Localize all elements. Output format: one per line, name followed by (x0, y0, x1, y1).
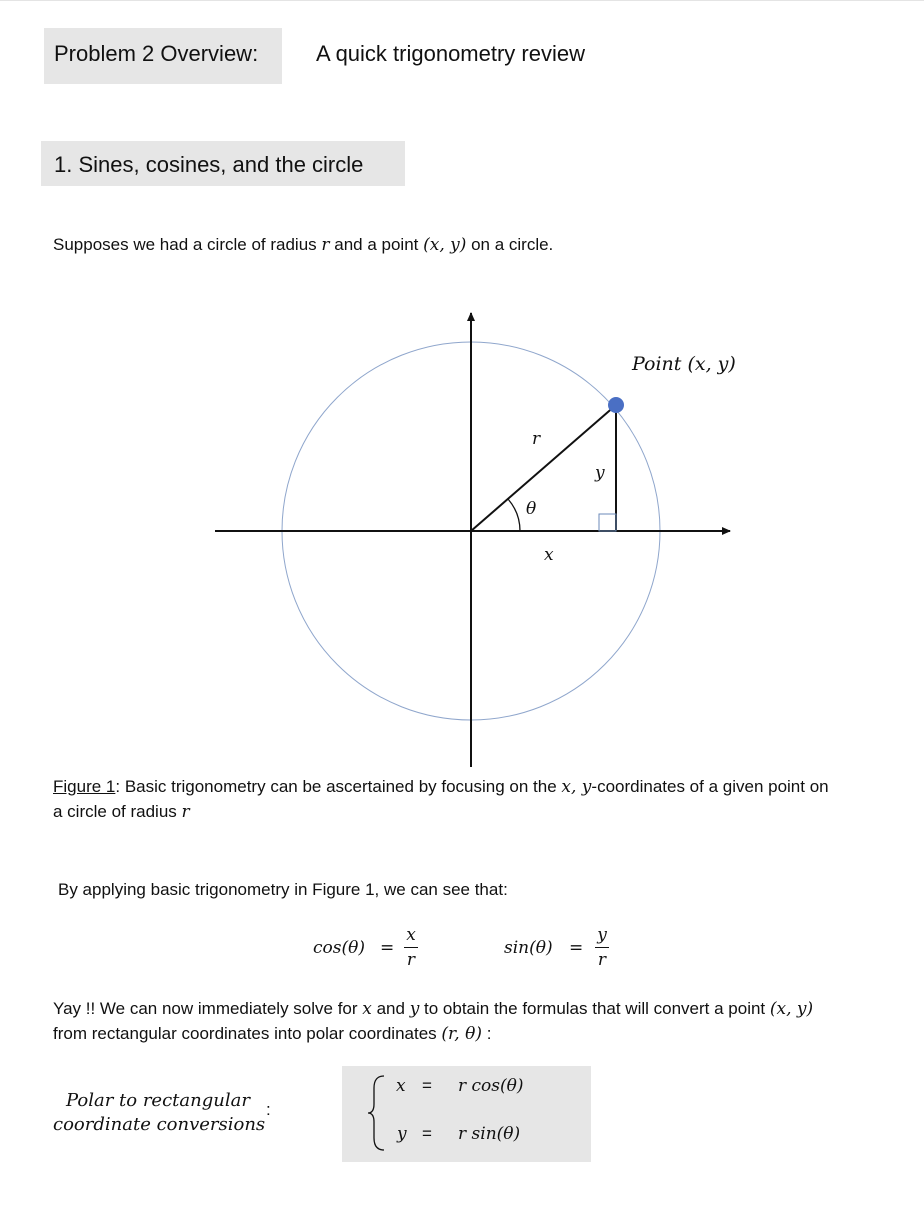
caption-line2-text: a circle of radius (53, 802, 182, 821)
yay-text-2: and (371, 999, 410, 1018)
point-label: Point (x, y) (632, 353, 736, 375)
yay-text-3: to obtain the formulas that will convert a point (419, 999, 770, 1018)
figure-caption-line2 (53, 802, 190, 822)
yay-line2 (53, 1024, 491, 1044)
eq2-rhs: r sin(θ) (458, 1124, 521, 1144)
right-angle-marker (599, 514, 616, 531)
problem-label: Problem 2 Overview: (54, 41, 259, 66)
yay-x: x (362, 999, 372, 1019)
figure-caption-line1 (53, 777, 829, 797)
intro-point: (x, y) (423, 235, 467, 255)
theta-label: θ (526, 499, 537, 519)
applying-sentence: By applying basic trigonometry in Figure 1, we can see that: (58, 880, 508, 899)
caption-text-2: -coordinates of a given point on (591, 777, 829, 796)
yay-text-1: Yay !! We can now immediately solve for (53, 999, 363, 1018)
intro-text-1: Supposes we had a circle of radius (53, 235, 322, 254)
intro-r: r (321, 235, 330, 255)
yay-line1 (53, 999, 813, 1019)
yay-point: (x, y) (769, 999, 814, 1019)
yay-polar: (r, θ) (441, 1024, 482, 1044)
eq1-lhs: x (396, 1076, 406, 1096)
intro-text-3: on a circle. (466, 235, 554, 254)
r-label: r (532, 429, 541, 449)
cos-equals: = (380, 938, 395, 958)
eq2-lhs: y (397, 1124, 407, 1144)
conversion-label-line1: Polar to rectangular (66, 1090, 250, 1111)
cos-denominator: r (406, 950, 416, 970)
theta-arc (508, 499, 520, 531)
cos-numerator: x (406, 925, 416, 945)
left-brace (368, 1074, 386, 1152)
yay-line2-colon: : (481, 1024, 492, 1043)
eq1-rhs: r cos(θ) (458, 1076, 524, 1096)
eq2-equals: = (422, 1124, 432, 1143)
sin-lhs: sin(θ) (504, 938, 553, 958)
figure-ref: Figure 1 (53, 777, 116, 796)
cos-fraction-bar (404, 947, 418, 948)
yay-line2-text: from rectangular coordinates into polar coordinates (53, 1024, 442, 1043)
conversion-label-line2: coordinate conversions (53, 1114, 266, 1135)
sin-fraction-bar (595, 947, 609, 948)
conversion-colon: : (266, 1100, 271, 1119)
caption-text-1: : Basic trigonometry can be ascertained by focusing on the (115, 777, 562, 796)
caption-r: r (181, 802, 190, 822)
section-heading: 1. Sines, cosines, and the circle (54, 152, 364, 177)
yay-y: y (409, 999, 420, 1019)
sin-denominator: r (597, 950, 607, 970)
sin-equals: = (569, 938, 584, 958)
page-title: A quick trigonometry review (316, 41, 585, 66)
y-label: y (595, 463, 605, 483)
point-marker (608, 397, 624, 413)
sin-numerator: y (597, 925, 607, 945)
x-label: x (544, 545, 554, 565)
eq1-equals: = (422, 1076, 432, 1095)
cos-lhs: cos(θ) (313, 938, 365, 958)
intro-text-2: and a point (329, 235, 424, 254)
caption-xy: x, y (561, 777, 592, 797)
